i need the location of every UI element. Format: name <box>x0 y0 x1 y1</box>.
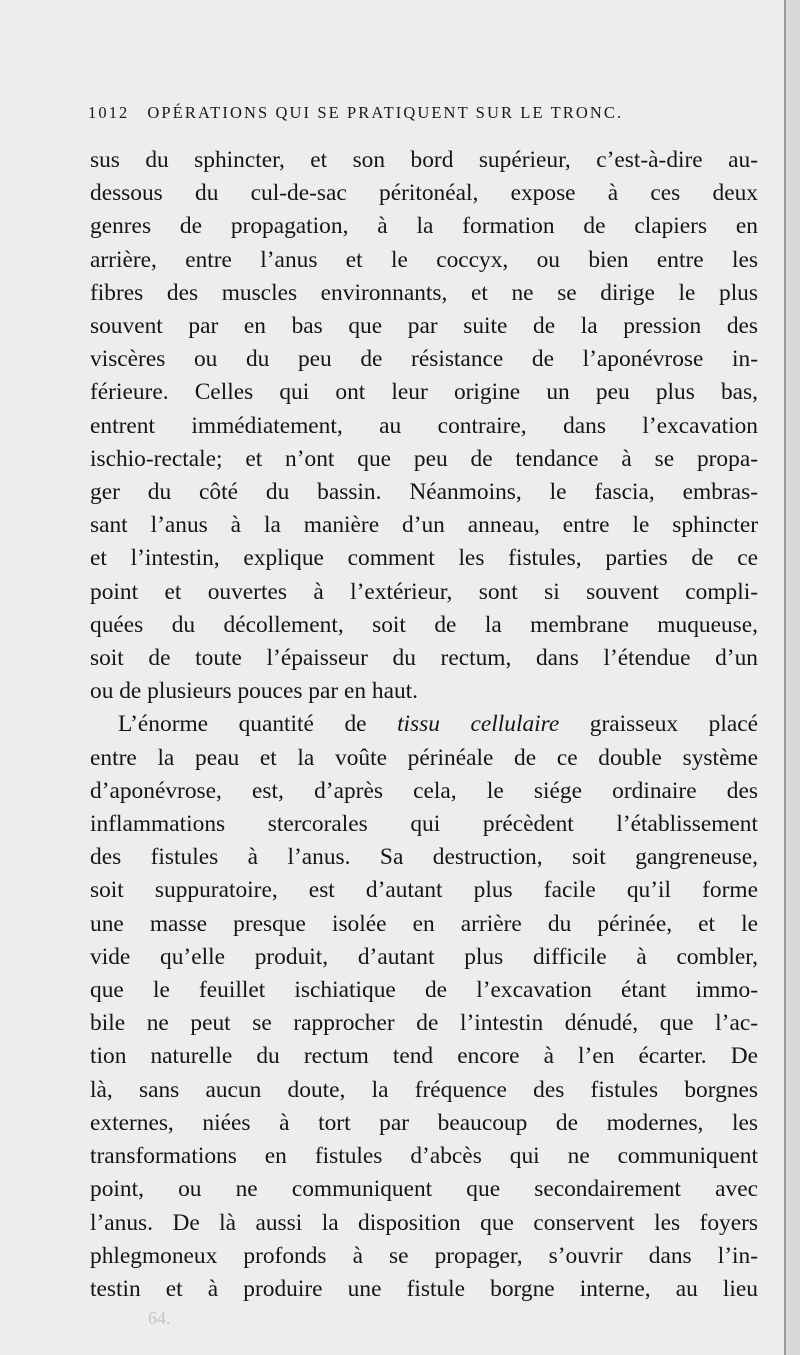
text-line: bile ne peut se rapprocher de l’intestin dénudé, que l’ac- <box>90 1010 758 1037</box>
text-line: des fistules à l’anus. Sa destruction, soit gangreneuse, <box>90 844 758 871</box>
running-head <box>88 103 758 123</box>
italic-term: tissu cellulaire <box>397 711 560 738</box>
text-line: dessous du cul-de-sac péritonéal, expose à ces deux <box>90 180 758 207</box>
text-line: tion naturelle du rectum tend encore à l’en écarter. De <box>90 1043 758 1070</box>
text-line: point, ou ne communiquent que secondairement avec <box>90 1176 758 1203</box>
text-line: viscères ou du peu de résistance de l’aponévrose in- <box>90 346 758 373</box>
faint-page-mark: 64. <box>148 1308 171 1328</box>
text-fragment: L’énorme quantité de <box>118 711 398 738</box>
text-line: l’anus. De là aussi la disposition que conservent les foyers <box>90 1209 758 1236</box>
text-line: soit suppuratoire, est d’autant plus facile qu’il forme <box>90 877 758 904</box>
text-line: souvent par en bas que par suite de la pression des <box>90 313 758 340</box>
text-line: entre la peau et la voûte périnéale de ce double système <box>90 744 758 771</box>
page-number: 1012 <box>88 103 130 122</box>
text-line: férieure. Celles qui ont leur origine un peu plus bas, <box>90 379 758 406</box>
paragraph-first-line <box>90 708 758 741</box>
text-line: ou de plusieurs pouces par en haut. <box>90 678 419 705</box>
text-line: là, sans aucun doute, la fréquence des fistules borgnes <box>90 1076 758 1103</box>
text-line: arrière, entre l’anus et le coccyx, ou bien entre les <box>90 246 758 273</box>
text-line: inflammations stercorales qui précèdent l’établissement <box>90 811 758 838</box>
text-line: entrent immédiatement, au contraire, dans l’excavation <box>90 412 758 439</box>
text-line: vide qu’elle produit, d’autant plus difficile à combler, <box>90 943 758 970</box>
text-line: genres de propagation, à la formation de clapiers en <box>90 213 758 240</box>
text-line: transformations en fistules d’abcès qui ne communiquent <box>90 1143 758 1170</box>
text-line: fibres des muscles environnants, et ne se dirige le plus <box>90 279 758 306</box>
body-text <box>90 144 758 1306</box>
text-line: quées du décollement, soit de la membrane muqueuse, <box>90 611 758 638</box>
text-line: et l’intestin, explique comment les fistules, parties de ce <box>90 545 758 572</box>
text-line: sant l’anus à la manière d’un anneau, entre le sphincter <box>90 512 758 539</box>
text-line: testin et à produire une fistule borgne interne, au lieu <box>90 1275 758 1302</box>
text-line: soit de toute l’épaisseur du rectum, dans l’étendue d’un <box>90 645 758 672</box>
text-line: ischio-rectale; et n’ont que peu de tendance à se propa- <box>90 445 758 472</box>
text-line: point et ouvertes à l’extérieur, sont si souvent compli- <box>90 578 758 605</box>
text-line: d’aponévrose, est, d’après cela, le siége ordinaire des <box>90 777 758 804</box>
text-line: phlegmoneux profonds à se propager, s’ouvrir dans l’in- <box>90 1242 758 1269</box>
text-line: ger du côté du bassin. Néanmoins, le fascia, embras- <box>90 479 758 506</box>
text-line: sus du sphincter, et son bord supérieur, c’est-à-dire au- <box>90 147 758 173</box>
text-line: une masse presque isolée en arrière du périnée, et le <box>90 910 758 937</box>
text-fragment: graisseux placé <box>559 711 758 738</box>
text-line: externes, niées à tort par beaucoup de modernes, les <box>90 1109 758 1136</box>
running-title: OPÉRATIONS QUI SE PRATIQUENT SUR LE TRONC. <box>147 103 624 122</box>
text-line: que le feuillet ischiatique de l’excavation étant immo- <box>90 977 758 1004</box>
